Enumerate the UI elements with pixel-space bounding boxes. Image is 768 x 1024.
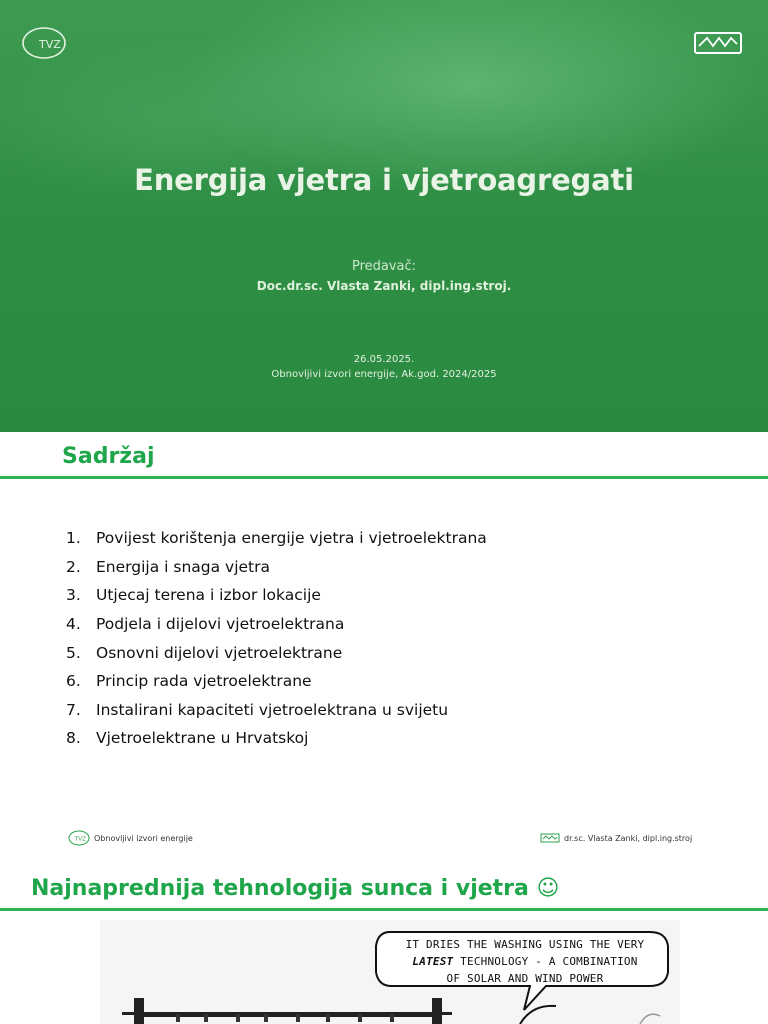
tvz-logo-text: TVZ: [39, 38, 61, 51]
waveform-logo-small-icon: [540, 832, 560, 844]
tvz-logo-icon: [21, 26, 67, 60]
list-item: [66, 553, 487, 582]
list-item: [66, 724, 487, 753]
cartoon-image: [100, 920, 680, 1024]
item-number: 4.: [66, 615, 81, 634]
footer-author: dr.sc. Vlasta Zanki, dipl.ing.stroj: [564, 833, 693, 843]
waveform-logo-icon: [693, 28, 743, 58]
lecturer-name: Doc.dr.sc. Vlasta Zanki, dipl.ing.stroj.: [256, 279, 512, 293]
heading-divider: [0, 908, 768, 911]
presentation-title: Energija vjetra i vjetroagregati: [134, 163, 634, 197]
list-item: [66, 524, 487, 553]
list-item: [66, 667, 487, 696]
footer-left: [68, 830, 193, 846]
item-text: Instalirani kapaciteti vjetroelektrana u svijetu: [96, 700, 449, 719]
item-number: 1.: [66, 529, 81, 548]
item-text: Princip rada vjetroelektrane: [96, 672, 312, 691]
bubble-line-2-rest: TECHNOLOGY - A COMBINATION: [453, 955, 638, 968]
item-text: Povijest korištenja energije vjetra i vjetroelektrana: [96, 529, 487, 548]
item-number: 7.: [66, 700, 81, 719]
heading-divider: [0, 476, 768, 479]
item-number: 3.: [66, 586, 81, 605]
list-item: [66, 696, 487, 725]
list-item: [66, 581, 487, 610]
tvz-logo-small-icon: [68, 830, 90, 846]
bubble-emphasis: LATEST: [412, 955, 454, 968]
item-text: Vjetroelektrane u Hrvatskoj: [96, 729, 309, 748]
item-number: 5.: [66, 643, 81, 662]
tvz-logo-small-text: TVZ: [75, 836, 86, 843]
title-slide: [0, 0, 768, 432]
footer-course: Obnovljivi izvori energije: [94, 833, 193, 843]
item-number: 6.: [66, 672, 81, 691]
bubble-line-3: OF SOLAR AND WIND POWER: [446, 972, 604, 985]
contents-list: [66, 524, 487, 753]
speech-bubble-text: [390, 936, 660, 987]
presentation-date: 26.05.2025.: [353, 354, 415, 365]
item-text: Utjecaj terena i izbor lokacije: [96, 586, 321, 605]
course-info: Obnovljivi izvori energije, Ak.god. 2024/2025: [271, 369, 497, 380]
item-number: 8.: [66, 729, 81, 748]
item-number: 2.: [66, 557, 81, 576]
list-item: [66, 638, 487, 667]
item-text: Podjela i dijelovi vjetroelektrana: [96, 615, 345, 634]
cartoon-heading: Najnaprednija tehnologija sunca i vjetra ☺: [31, 876, 560, 901]
item-text: Energija i snaga vjetra: [96, 557, 270, 576]
footer-right: [540, 832, 692, 844]
lecturer-label: Predavač:: [351, 259, 417, 274]
cartoon-slide: [0, 864, 768, 1024]
item-text: Osnovni dijelovi vjetroelektrane: [96, 643, 343, 662]
list-item: [66, 610, 487, 639]
bubble-line-2: [390, 953, 660, 970]
contents-heading: Sadržaj: [62, 444, 155, 469]
contents-slide: [0, 432, 768, 864]
bubble-line-1: IT DRIES THE WASHING USING THE VERY: [405, 938, 645, 951]
